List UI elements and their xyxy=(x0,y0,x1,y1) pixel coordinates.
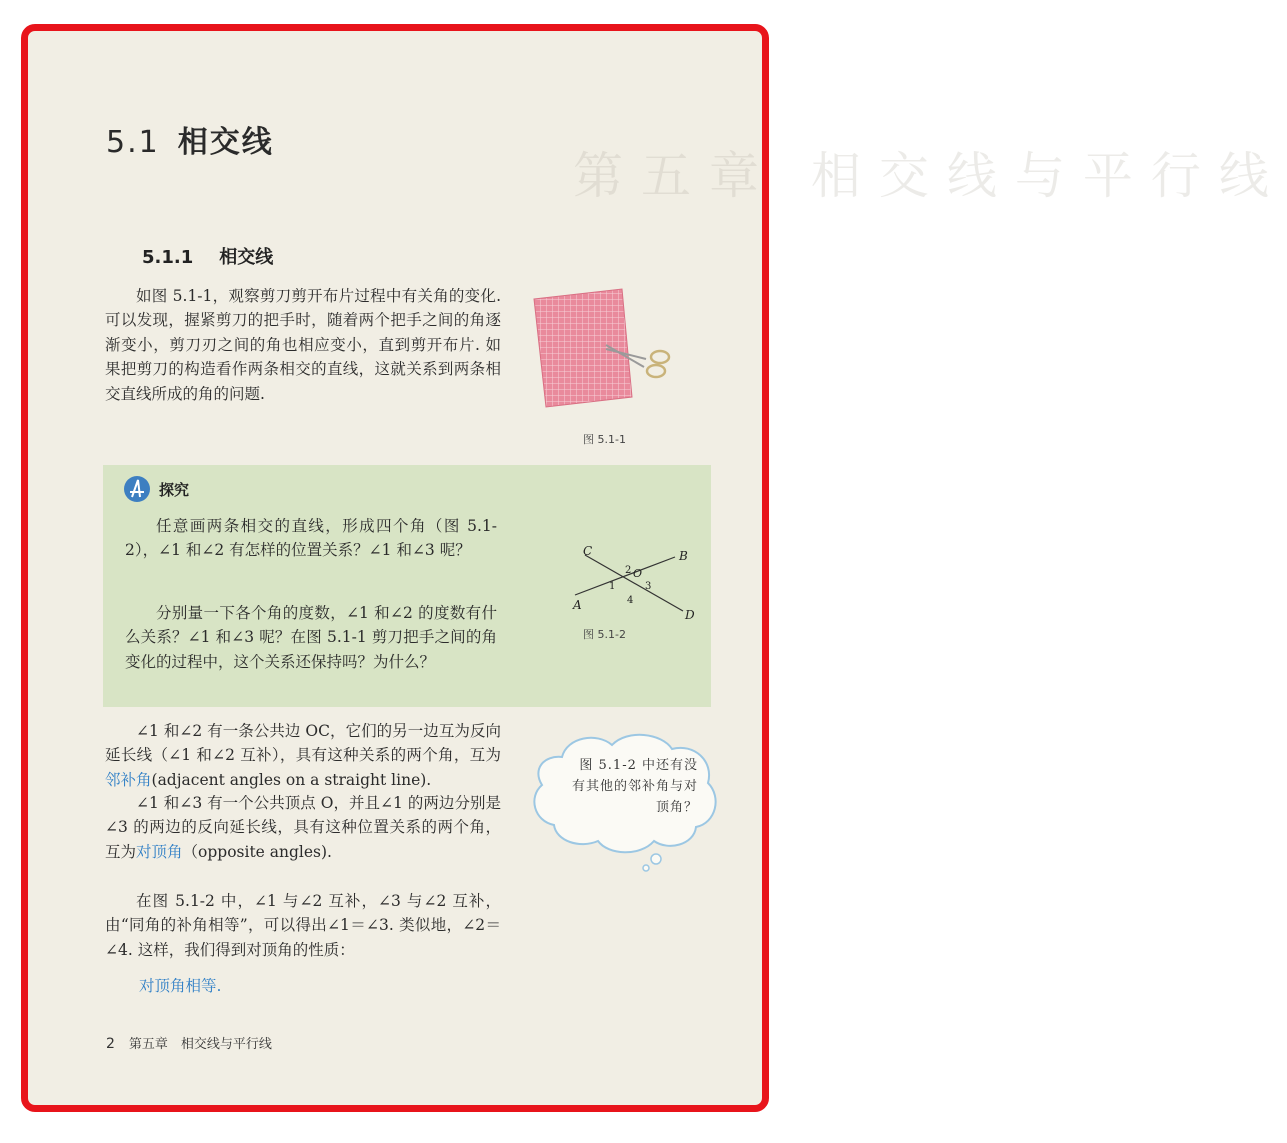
angle-4-label: 4 xyxy=(627,595,634,606)
explore-header xyxy=(123,475,189,503)
subsection-title xyxy=(142,243,273,269)
paragraph-3-text: ∠1 和∠3 有一个公共顶点 O，并且∠1 的两边分别是∠3 的两边的反向延长线，具有这种位置关系的两个角，互为 xyxy=(105,794,501,861)
explore-paragraph-2: 分别量一下各个角的度数，∠1 和∠2 的度数有什么关系？∠1 和∠3 呢？在图 5.1-1 剪刀把手之间的角变化的过程中，这个关系还保持吗？为什么？ xyxy=(125,604,497,671)
angle-2-label: 2 xyxy=(625,565,632,576)
figure-2-caption: 图 5.1-2 xyxy=(583,628,626,641)
paragraph-2-english: (adjacent angles on a straight line). xyxy=(151,770,432,789)
page-footer xyxy=(106,1033,272,1052)
angle-3-label: 3 xyxy=(645,581,652,592)
section-title xyxy=(106,117,274,161)
paragraph-1: 如图 5.1-1，观察剪刀剪开布片过程中有关角的变化. 可以发现，握紧剪刀的把手时，随着两个把手之间的角逐渐变小，剪刀刃之间的角也相应变小，直到剪开布片. 如果把剪刀的构造看作两条相交的直线，这就关系到两条相交直线所成的角的问题. xyxy=(105,287,501,403)
explore-label: 探究 xyxy=(159,480,190,499)
subsection-title-text: 相交线 xyxy=(219,247,274,268)
label-a: A xyxy=(573,598,582,612)
term-adjacent-angles: 邻补角 xyxy=(105,770,152,789)
page-number: 2 xyxy=(106,1036,115,1052)
cloud-question: 图 5.1-2 中还有没有其他的邻补角与对顶角？ xyxy=(571,758,698,815)
line-ab xyxy=(575,557,675,595)
subsection-number: 5.1.1 xyxy=(142,247,194,268)
paragraph-3-english: （opposite angles). xyxy=(182,842,332,861)
label-b: B xyxy=(679,549,688,563)
section-title-text: 相交线 xyxy=(177,125,274,160)
label-c: C xyxy=(583,544,593,558)
explore-paragraph-1: 任意画两条相交的直线，形成四个角（图 5.1-2），∠1 和∠2 有怎样的位置关系？∠1 和∠3 呢？ xyxy=(125,517,497,560)
term-opposite-angles: 对顶角 xyxy=(136,842,183,861)
chapter-name: 第五章 相交线与平行线 xyxy=(128,1037,272,1052)
paragraph-4: 在图 5.1-2 中，∠1 与∠2 互补，∠3 与∠2 互补，由“同角的补角相等”，可以得出∠1＝∠3. 类似地，∠2＝∠4. 这样，我们得到对顶角的性质： xyxy=(105,892,501,959)
paragraph-3 xyxy=(105,791,501,864)
cloth-icon xyxy=(534,289,632,407)
section-number: 5.1 xyxy=(106,125,160,160)
paragraph-2 xyxy=(105,719,501,792)
page-frame xyxy=(21,24,1287,1112)
label-o: O xyxy=(633,567,643,580)
explore-box xyxy=(103,465,711,707)
line-cd xyxy=(585,555,683,611)
figure-1-caption: 图 5.1-1 xyxy=(583,433,626,446)
explore-compass-icon xyxy=(123,475,151,503)
bleed-through-text: 第五章 相交线与平行线 xyxy=(573,147,1287,205)
angle-1-label: 1 xyxy=(609,581,616,592)
label-d: D xyxy=(685,608,695,622)
paragraph-2-text: ∠1 和∠2 有一条公共边 OC，它们的另一边互为反向延长线（∠1 和∠2 互补），具有这种关系的两个角，互为 xyxy=(105,722,501,765)
conclusion-text: 对顶角相等. xyxy=(139,977,222,995)
intersecting-lines-figure xyxy=(563,515,699,621)
